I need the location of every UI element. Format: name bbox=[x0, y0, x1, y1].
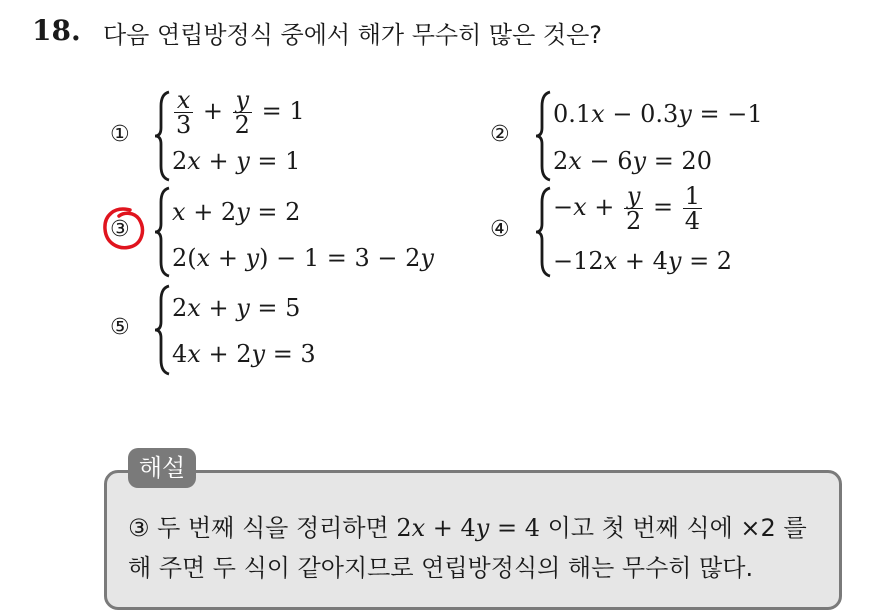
option-5-equation-2: 4x + 2y = 3 bbox=[172, 340, 316, 368]
option-2-marker[interactable]: ② bbox=[490, 122, 510, 147]
option-5-brace bbox=[152, 284, 172, 376]
option-2-equation-2: 2x − 6y = 20 bbox=[553, 147, 712, 175]
option-1-brace bbox=[152, 90, 172, 182]
option-1-equation-1: $\frac{x}{3}$ + $\frac{y}{2}$ = 1 bbox=[176, 86, 305, 139]
option-5-equation-1: 2x + y = 5 bbox=[172, 294, 301, 322]
option-1-equation-2: 2x + y = 1 bbox=[172, 147, 301, 175]
option-4-brace bbox=[533, 186, 553, 278]
option-3-brace bbox=[152, 186, 172, 278]
option-4-equation-1: −x + $\frac{y}{2}$ = $\frac{1}{4}$ bbox=[553, 182, 700, 235]
option-1-marker[interactable]: ① bbox=[110, 122, 130, 147]
question-text: 다음 연립방정식 중에서 해가 무수히 많은 것은? bbox=[103, 21, 603, 49]
explanation-line-1: ③ 두 번째 식을 정리하면 2x + 4y = 4 이고 첫 번째 식에 ×2 를 bbox=[128, 514, 807, 542]
fraction-x-over-3: $\frac{x}{3}$ bbox=[176, 86, 192, 139]
option-3-equation-1: x + 2y = 2 bbox=[172, 198, 301, 226]
fraction-1-over-4: $\frac{1}{4}$ bbox=[684, 182, 700, 235]
option-2-brace bbox=[533, 90, 553, 182]
option-2-equation-1: 0.1x − 0.3y = −1 bbox=[553, 100, 763, 128]
option-4-marker[interactable]: ④ bbox=[490, 217, 510, 242]
fraction-y-over-2: $\frac{y}{2}$ bbox=[234, 86, 250, 139]
option-3-marker[interactable]: ③ bbox=[110, 217, 130, 242]
explanation-badge: 해설 bbox=[128, 448, 196, 488]
option-5-marker[interactable]: ⑤ bbox=[110, 315, 130, 340]
option-4-equation-2: −12x + 4y = 2 bbox=[553, 247, 733, 275]
option-3-equation-2: 2(x + y) − 1 = 3 − 2y bbox=[172, 244, 434, 272]
fraction-y-over-2: $\frac{y}{2}$ bbox=[626, 182, 642, 235]
explanation-line-2: 해 주면 두 식이 같아지므로 연립방정식의 해는 무수히 많다. bbox=[128, 554, 754, 582]
question-number: 18. bbox=[32, 14, 81, 47]
